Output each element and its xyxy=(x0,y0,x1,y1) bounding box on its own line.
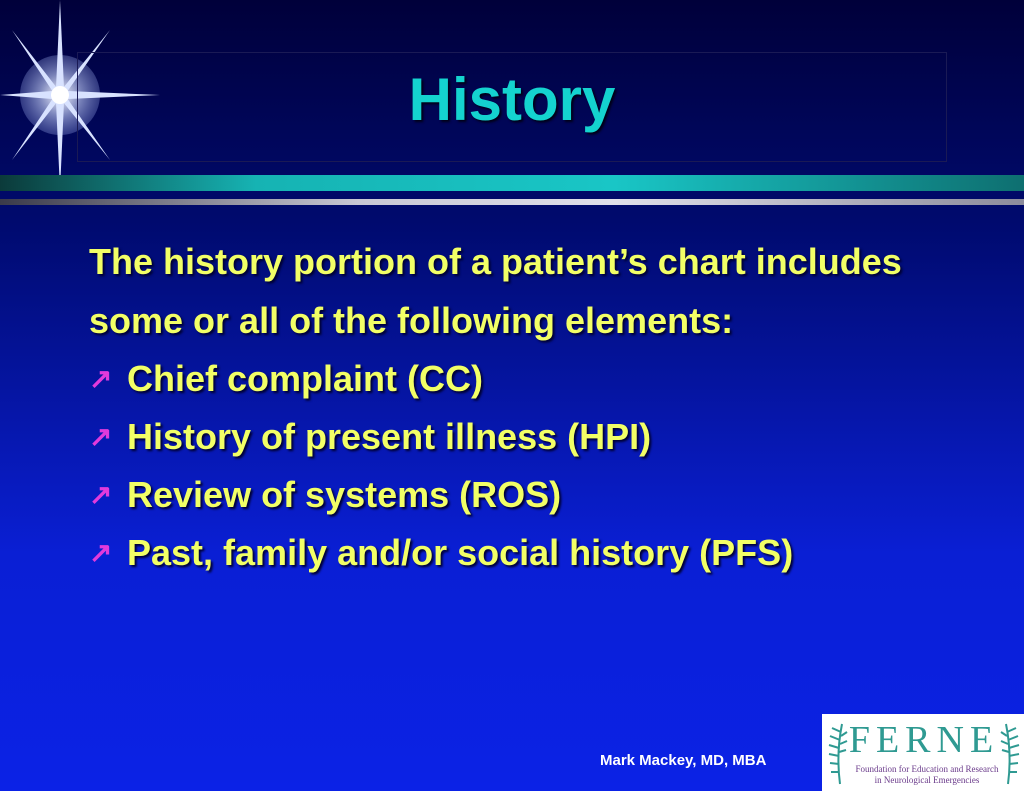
arrow-bullet-icon: ↗ xyxy=(89,479,113,510)
teal-divider-band xyxy=(0,175,1024,191)
gray-divider-band xyxy=(0,199,1024,205)
bullet-text: Past, family and/or social history (PFS) xyxy=(127,532,794,573)
bullet-list xyxy=(89,350,949,578)
bullet-item xyxy=(89,524,949,578)
logo-subtitle-line: in Neurological Emergencies xyxy=(874,775,980,785)
presenter-credit: Mark Mackey, MD, MBA xyxy=(600,752,767,769)
ferne-logo xyxy=(822,714,1024,791)
bullet-item xyxy=(89,466,949,524)
bullet-text: Review of systems (ROS) xyxy=(127,474,562,515)
intro-text: The history portion of a patient’s chart includes some or all of the following elements: xyxy=(89,241,902,341)
arrow-bullet-icon: ↗ xyxy=(89,421,113,452)
bullet-item xyxy=(89,350,949,408)
arrow-bullet-icon: ↗ xyxy=(89,537,113,568)
logo-subtitle xyxy=(852,764,1002,786)
bullet-text: History of present illness (HPI) xyxy=(127,416,652,457)
arrow-bullet-icon: ↗ xyxy=(89,363,113,394)
logo-wordmark: FERNE xyxy=(848,719,1000,761)
fern-right-icon xyxy=(998,720,1022,786)
slide-title: History xyxy=(408,66,616,133)
bullet-item xyxy=(89,408,949,466)
bullet-text: Chief complaint (CC) xyxy=(127,358,483,399)
logo-subtitle-line: Foundation for Education and Research xyxy=(855,764,999,774)
slide-body xyxy=(89,232,949,578)
